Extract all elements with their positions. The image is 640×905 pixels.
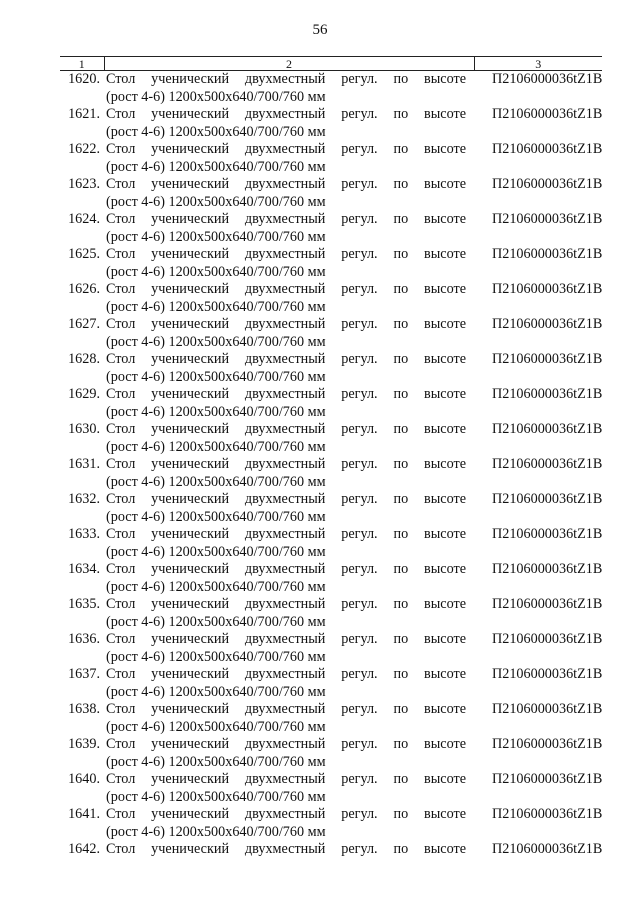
description-line-1: Стол ученический двухместный регул. по высоте — [106, 246, 466, 262]
row-number: 1623. — [68, 176, 100, 192]
row-number: 1626. — [68, 281, 100, 297]
table-row — [60, 841, 602, 859]
item-description — [104, 561, 474, 596]
description-line-2: (рост 4-6) 1200х500х640/700/760 мм — [106, 613, 326, 630]
item-description — [104, 71, 474, 107]
item-description — [104, 316, 474, 351]
description-line-2: (рост 4-6) 1200х500х640/700/760 мм — [106, 158, 326, 175]
row-number: 1633. — [68, 526, 100, 542]
item-code: П2106000036tZ1B — [492, 841, 603, 857]
row-number: 1630. — [68, 421, 100, 437]
item-description — [104, 386, 474, 421]
item-code: П2106000036tZ1B — [492, 456, 603, 472]
row-number: 1627. — [68, 316, 100, 332]
description-line-1: Стол ученический двухместный регул. по высоте — [106, 841, 466, 857]
description-line-1: Стол ученический двухместный регул. по высоте — [106, 421, 466, 437]
description-line-2: (рост 4-6) 1200х500х640/700/760 мм — [106, 263, 326, 280]
description-line-2: (рост 4-6) 1200х500х640/700/760 мм — [106, 193, 326, 210]
row-number: 1624. — [68, 211, 100, 227]
table-row — [60, 491, 602, 526]
item-description — [104, 351, 474, 386]
description-line-1: Стол ученический двухместный регул. по высоте — [106, 351, 466, 367]
item-description — [104, 281, 474, 316]
description-line-1: Стол ученический двухместный регул. по высоте — [106, 316, 466, 332]
description-line-1: Стол ученический двухместный регул. по высоте — [106, 386, 466, 402]
item-description — [104, 631, 474, 666]
description-line-1: Стол ученический двухместный регул. по высоте — [106, 596, 466, 612]
table-row — [60, 176, 602, 211]
item-description — [104, 701, 474, 736]
table-row — [60, 316, 602, 351]
row-number: 1640. — [68, 771, 100, 787]
item-code: П2106000036tZ1B — [492, 806, 603, 822]
description-line-2: (рост 4-6) 1200х500х640/700/760 мм — [106, 438, 326, 455]
description-line-1: Стол ученический двухместный регул. по высоте — [106, 176, 466, 192]
item-description — [104, 421, 474, 456]
row-number: 1639. — [68, 736, 100, 752]
description-line-2: (рост 4-6) 1200х500х640/700/760 мм — [106, 508, 326, 525]
description-line-1: Стол ученический двухместный регул. по высоте — [106, 281, 466, 297]
item-code: П2106000036tZ1B — [492, 246, 603, 262]
description-line-2: (рост 4-6) 1200х500х640/700/760 мм — [106, 88, 326, 105]
table-row — [60, 771, 602, 806]
row-number: 1636. — [68, 631, 100, 647]
item-code: П2106000036tZ1B — [492, 736, 603, 752]
table-row — [60, 281, 602, 316]
item-description — [104, 841, 474, 859]
item-description — [104, 246, 474, 281]
item-description — [104, 771, 474, 806]
column-header-1: 1 — [60, 57, 104, 71]
item-code: П2106000036tZ1B — [492, 386, 603, 402]
item-code: П2106000036tZ1B — [492, 351, 603, 367]
table-row — [60, 351, 602, 386]
item-description — [104, 666, 474, 701]
description-line-1: Стол ученический двухместный регул. по высоте — [106, 211, 466, 227]
row-number: 1635. — [68, 596, 100, 612]
table-row — [60, 736, 602, 771]
row-number: 1629. — [68, 386, 100, 402]
item-description — [104, 596, 474, 631]
item-description — [104, 806, 474, 841]
item-code: П2106000036tZ1B — [492, 771, 603, 787]
description-line-2: (рост 4-6) 1200х500х640/700/760 мм — [106, 753, 326, 770]
page-number: 56 — [312, 22, 328, 38]
row-number: 1631. — [68, 456, 100, 472]
description-line-1: Стол ученический двухместный регул. по высоте — [106, 526, 466, 542]
description-line-2: (рост 4-6) 1200х500х640/700/760 мм — [106, 403, 326, 420]
description-line-2: (рост 4-6) 1200х500х640/700/760 мм — [106, 543, 326, 560]
item-description — [104, 211, 474, 246]
item-code: П2106000036tZ1B — [492, 281, 603, 297]
row-number: 1637. — [68, 666, 100, 682]
item-code: П2106000036tZ1B — [492, 561, 603, 577]
table-header — [60, 57, 602, 71]
description-line-1: Стол ученический двухместный регул. по высоте — [106, 456, 466, 472]
item-code: П2106000036tZ1B — [492, 421, 603, 437]
description-line-2: (рост 4-6) 1200х500х640/700/760 мм — [106, 683, 326, 700]
item-code: П2106000036tZ1B — [492, 491, 603, 507]
item-code: П2106000036tZ1B — [492, 176, 603, 192]
description-line-2: (рост 4-6) 1200х500х640/700/760 мм — [106, 333, 326, 350]
description-line-1: Стол ученический двухместный регул. по высоте — [106, 631, 466, 647]
table-row — [60, 106, 602, 141]
description-line-1: Стол ученический двухместный регул. по высоте — [106, 806, 466, 822]
description-line-2: (рост 4-6) 1200х500х640/700/760 мм — [106, 123, 326, 140]
description-line-1: Стол ученический двухместный регул. по высоте — [106, 666, 466, 682]
item-code: П2106000036tZ1B — [492, 106, 603, 122]
table-row — [60, 71, 602, 107]
item-code: П2106000036tZ1B — [492, 316, 603, 332]
item-code: П2106000036tZ1B — [492, 71, 603, 87]
description-line-2: (рост 4-6) 1200х500х640/700/760 мм — [106, 298, 326, 315]
item-code: П2106000036tZ1B — [492, 526, 603, 542]
items-table — [60, 56, 602, 859]
column-header-2: 2 — [104, 57, 474, 71]
table-row — [60, 806, 602, 841]
description-line-2: (рост 4-6) 1200х500х640/700/760 мм — [106, 823, 326, 840]
item-description — [104, 736, 474, 771]
item-code: П2106000036tZ1B — [492, 666, 603, 682]
description-line-1: Стол ученический двухместный регул. по высоте — [106, 736, 466, 752]
row-number: 1632. — [68, 491, 100, 507]
table-row — [60, 596, 602, 631]
description-line-2: (рост 4-6) 1200х500х640/700/760 мм — [106, 718, 326, 735]
row-number: 1622. — [68, 141, 100, 157]
description-line-1: Стол ученический двухместный регул. по высоте — [106, 106, 466, 122]
item-code: П2106000036tZ1B — [492, 701, 603, 717]
table-row — [60, 421, 602, 456]
description-line-1: Стол ученический двухместный регул. по высоте — [106, 561, 466, 577]
column-header-3: 3 — [474, 57, 602, 71]
table-row — [60, 386, 602, 421]
item-code: П2106000036tZ1B — [492, 211, 603, 227]
table-row — [60, 666, 602, 701]
table-body — [60, 71, 602, 859]
table-header-row — [60, 57, 602, 71]
item-description — [104, 176, 474, 211]
row-number: 1634. — [68, 561, 100, 577]
table-row — [60, 701, 602, 736]
item-description — [104, 526, 474, 561]
table-row — [60, 561, 602, 596]
table-row — [60, 456, 602, 491]
description-line-1: Стол ученический двухместный регул. по высоте — [106, 141, 466, 157]
description-line-2: (рост 4-6) 1200х500х640/700/760 мм — [106, 473, 326, 490]
description-line-2: (рост 4-6) 1200х500х640/700/760 мм — [106, 368, 326, 385]
row-number: 1625. — [68, 246, 100, 262]
table-row — [60, 246, 602, 281]
row-number: 1628. — [68, 351, 100, 367]
row-number: 1641. — [68, 806, 100, 822]
item-code: П2106000036tZ1B — [492, 596, 603, 612]
item-description — [104, 491, 474, 526]
table-row — [60, 141, 602, 176]
row-number: 1642. — [68, 841, 100, 857]
item-description — [104, 141, 474, 176]
table-row — [60, 211, 602, 246]
item-description — [104, 106, 474, 141]
description-line-1: Стол ученический двухместный регул. по высоте — [106, 71, 466, 87]
row-number: 1621. — [68, 106, 100, 122]
table-row — [60, 526, 602, 561]
description-line-1: Стол ученический двухместный регул. по высоте — [106, 491, 466, 507]
description-line-2: (рост 4-6) 1200х500х640/700/760 мм — [106, 788, 326, 805]
description-line-2: (рост 4-6) 1200х500х640/700/760 мм — [106, 228, 326, 245]
description-line-1: Стол ученический двухместный регул. по высоте — [106, 701, 466, 717]
item-code: П2106000036tZ1B — [492, 141, 603, 157]
description-line-2: (рост 4-6) 1200х500х640/700/760 мм — [106, 578, 326, 595]
row-number: 1638. — [68, 701, 100, 717]
description-line-2: (рост 4-6) 1200х500х640/700/760 мм — [106, 648, 326, 665]
description-line-1: Стол ученический двухместный регул. по высоте — [106, 771, 466, 787]
item-description — [104, 456, 474, 491]
item-code: П2106000036tZ1B — [492, 631, 603, 647]
row-number: 1620. — [68, 71, 100, 87]
table-row — [60, 631, 602, 666]
